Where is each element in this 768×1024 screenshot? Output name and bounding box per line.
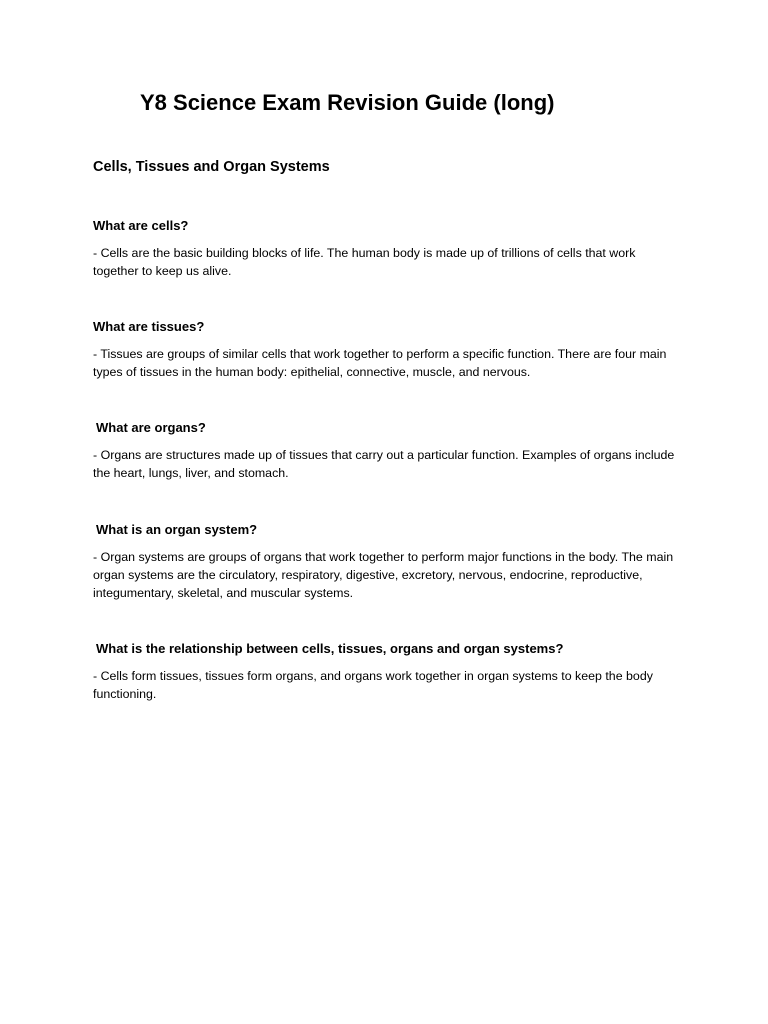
question-heading: What are cells?	[93, 218, 189, 233]
qa-block-cells	[93, 217, 683, 280]
document-title: Y8 Science Exam Revision Guide (long)	[140, 90, 555, 115]
question-heading: What is the relationship between cells, tissues, organs and organ systems?	[96, 641, 564, 656]
section-heading: Cells, Tissues and Organ Systems	[93, 159, 330, 175]
question-heading: What is an organ system?	[96, 522, 258, 537]
qa-block-organs	[93, 419, 683, 482]
answer-paragraph: - Organ systems are groups of organs that work together to perform major functions in the body. The main organ systems are the circulatory, respiratory, digestive, excretory, nervous, endocrine, reproductive, integumentary, skeletal, and muscular systems.	[93, 550, 674, 600]
question-heading: What are organs?	[96, 420, 206, 435]
answer-paragraph: - Organs are structures made up of tissues that carry out a particular function. Examples of organs include the heart, lungs, liver, and stomach.	[93, 448, 675, 480]
qa-block-relationship	[93, 640, 683, 703]
answer-paragraph: - Cells form tissues, tissues form organs, and organs work together in organ systems to keep the body functioning.	[93, 669, 653, 701]
qa-block-organ-system	[93, 521, 683, 602]
qa-block-tissues	[93, 318, 683, 381]
question-heading: What are tissues?	[93, 319, 205, 334]
answer-paragraph: - Cells are the basic building blocks of life. The human body is made up of trillions of cells that work together to keep us alive.	[93, 246, 636, 278]
answer-paragraph: - Tissues are groups of similar cells that work together to perform a specific function. There are four main types of tissues in the human body: epithelial, connective, muscle, and nervous.	[93, 347, 667, 379]
